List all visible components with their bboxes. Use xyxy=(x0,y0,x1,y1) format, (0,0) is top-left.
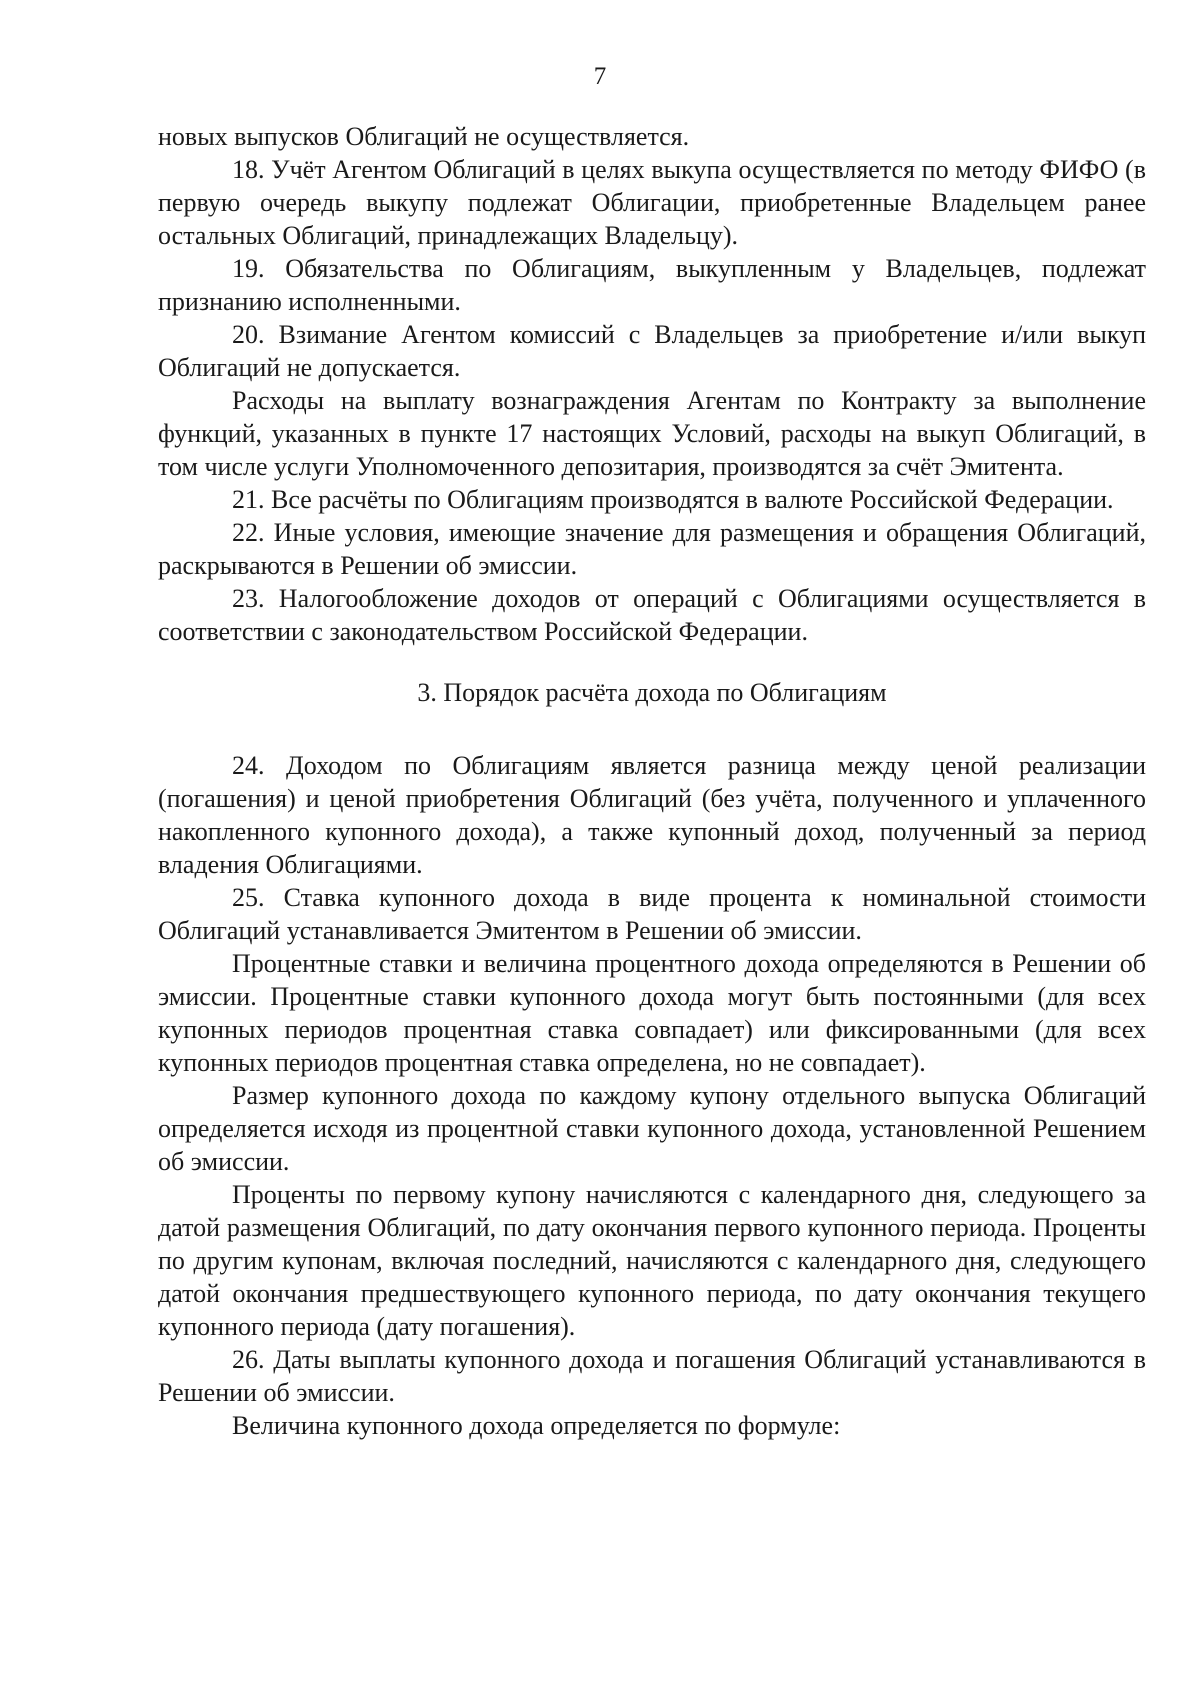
paragraph-19: 19. Обязательства по Облигациям, выкупленным у Владельцев, подлежат признанию исполненными. xyxy=(158,254,1146,316)
paragraph-25: 25. Ставка купонного дохода в виде процента к номинальной стоимости Облигаций устанавливается Эмитентом в Решении об эмиссии. xyxy=(158,883,1146,945)
paragraph-22: 22. Иные условия, имеющие значение для размещения и обращения Облигаций, раскрываются в Решении об эмиссии. xyxy=(158,518,1146,580)
paragraph: Процентные ставки и величина процентного дохода определяются в Решении об эмиссии. Процентные ставки купонного дохода могут быть постоянными (для всех купонных периодов процентная ставка совпадает) или фиксированными (для всех купонных периодов процентная ставка определена, но не совпадает). xyxy=(158,949,1146,1077)
paragraph-24: 24. Доходом по Облигациям является разница между ценой реализации (погашения) и ценой приобретения Облигаций (без учёта, полученного и уплаченного накопленного купонного дохода), а также купонный доход, полученный за период владения Облигациями. xyxy=(158,751,1146,879)
page-number: 7 xyxy=(593,63,607,90)
paragraph-20: 20. Взимание Агентом комиссий с Владельцев за приобретение и/или выкуп Облигаций не допускается. xyxy=(158,320,1146,382)
paragraph-26: 26. Даты выплаты купонного дохода и погашения Облигаций устанавливаются в Решении об эмиссии. xyxy=(158,1345,1146,1407)
paragraph-23: 23. Налогообложение доходов от операций с Облигациями осуществляется в соответствии с законодательством Российской Федерации. xyxy=(158,584,1146,646)
document-body xyxy=(158,120,1146,1442)
paragraph: Проценты по первому купону начисляются с календарного дня, следующего за датой размещения Облигаций, по дату окончания первого купонного периода. Проценты по другим купонам, включая последний, начисляются с календарного дня, следующего датой окончания предшествующего купонного периода, по дату окончания текущего купонного периода (дату погашения). xyxy=(158,1180,1146,1341)
paragraph-21: 21. Все расчёты по Облигациям производятся в валюте Российской Федерации. xyxy=(232,485,1114,514)
paragraph-18: 18. Учёт Агентом Облигаций в целях выкупа осуществляется по методу ФИФО (в первую очередь выкупу подлежат Облигации, приобретенные Владельцем ранее остальных Облигаций, принадлежащих Владельцу). xyxy=(158,155,1146,250)
paragraph: Величина купонного дохода определяется по формуле: xyxy=(232,1411,841,1440)
section-heading: 3. Порядок расчёта дохода по Облигациям xyxy=(417,678,887,707)
paragraph: Размер купонного дохода по каждому купону отдельного выпуска Облигаций определяется исходя из процентной ставки купонного дохода, установленной Решением об эмиссии. xyxy=(158,1081,1146,1176)
paragraph: новых выпусков Облигаций не осуществляется. xyxy=(158,122,690,151)
paragraph: Расходы на выплату вознаграждения Агентам по Контракту за выполнение функций, указанных в пункте 17 настоящих Условий, расходы на выкуп Облигаций, в том числе услуги Уполномоченного депозитария, производятся за счёт Эмитента. xyxy=(158,386,1146,481)
